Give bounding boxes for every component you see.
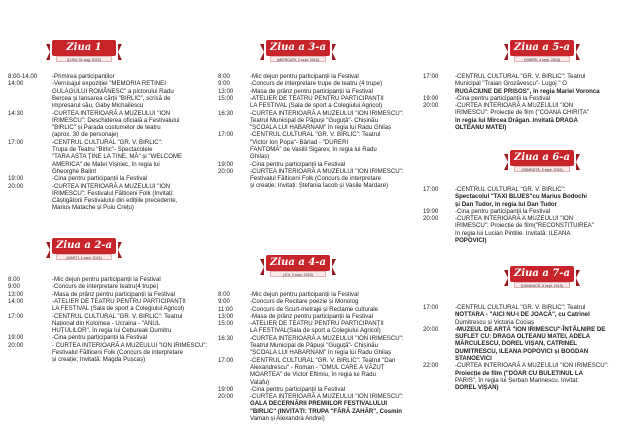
- event-description-line: Festivalul Fălticeni Folk (Concurs de interpretare: [250, 175, 382, 183]
- event-description-line: FANTOMĂ" de Vasilii Sigarev, în regia lui Radu: [250, 145, 377, 153]
- event-description-line: "BIRLIC" (INVITAȚI: TRUPA "FĂRĂ ZAHĂR", Cosmin: [250, 407, 402, 415]
- event-description-line: și Dan Tudor, în regia lui Dan Tudor: [455, 200, 558, 208]
- event-description-line: -Cina pentru participanții la Festival: [455, 94, 551, 102]
- event-description-line: Vatafu): [250, 378, 270, 386]
- event-description-line: "TARA ASTA ȚINE LA TINE, MĂ" și "WELCOME: [52, 153, 183, 161]
- event-time: 20:00: [218, 167, 234, 175]
- event-time: 17:00: [423, 73, 439, 80]
- event-time: 19:00: [423, 94, 439, 102]
- event-description-line: -Mic dejun pentru participanții la Festival: [52, 276, 161, 283]
- event-description-line: -Mic dejun pentru participanții la Festival: [250, 291, 359, 298]
- event-description-line: Câștigătorii Festivalului din edițiile precedente,: [52, 197, 178, 205]
- event-description-line: și creație; Invitați: Ștefania Iacob și Vasile Mardare): [250, 182, 389, 190]
- event-time: 20:00: [423, 215, 439, 223]
- event-description-line: -CENTRUL CULTURAL "GR. V. BIRLIC": Teatrul: [52, 312, 183, 320]
- event-description-line: -CURTEA INTERIOARĂ A MUZEULUI "ION IRIMESCU":: [250, 393, 404, 401]
- event-time: 8:00-14.00: [8, 73, 38, 80]
- event-description-line: POPOVICI): [455, 237, 487, 245]
- event-description-line: "Victor Ion Popa"- Bârlad - "DURERI: [250, 138, 349, 146]
- event-description-line: -ATELIER DE TEATRU PENTRU PARTICIPANȚII: [52, 297, 186, 305]
- event-time: 19:00: [218, 160, 234, 168]
- event-description-line: LA FESTIVAL(Sala de sport a Colegiului Agricol): [250, 327, 381, 335]
- event-time: 15:00: [218, 94, 234, 102]
- event-description-line: Teatrul Municipal de Păpuși "Guguță"- Chișinău: [250, 342, 378, 350]
- event-description-line: -MUZEUL DE ARTĂ "ION IRIMESCU"-ÎNTÂLNIRE DE: [455, 325, 606, 333]
- event-time: 20:00: [218, 393, 234, 401]
- event-time: 13:00: [218, 312, 234, 320]
- day-banner: [510, 150, 574, 172]
- event-description-line: -Masa de prânz pentru participanții la Festival: [250, 87, 373, 95]
- event-description-line: -Concurs de Scurt-metraje și Reclame culturale: [250, 305, 379, 313]
- day-title: Ziua a 5-a: [510, 40, 574, 56]
- event-description-line: -Vernisajul expoziției "MEMORIA RETINEI: [52, 80, 166, 88]
- day-title: Ziua a 6-a: [510, 150, 574, 166]
- event-description-line: -CENTRUL CULTURAL "GR. V. BIRLIC": Teatrul: [455, 304, 586, 311]
- day-date: (MIERCURI, 2 sept. 2015): [270, 56, 326, 62]
- event-description-line: -CENTRUL CULTURAL "GR. V. BIRLIC": Teatrul: [250, 131, 381, 139]
- event-time: 17:00: [218, 356, 234, 364]
- event-description-line: LA FESTIVAL (Sala de sport a Colegiului Agricol): [52, 305, 185, 313]
- event-description-line: -CURTEA INTERIOARĂ A MUZEULUI "ION IRIMESCU":: [250, 334, 404, 342]
- event-time: 20:00: [8, 182, 24, 190]
- event-description-line: Trupa de Teatru "Birlic"- Spectacolele: [52, 145, 153, 153]
- event-description-line: IRIMESCU": Proiecție de film("RECONSTITUIREA": [455, 222, 594, 230]
- event-description-line: STANOEVICI: [455, 355, 492, 363]
- event-description-line: NOTTARA - "AICI NU-I DE JOACĂ", cu Catrinel: [455, 311, 590, 319]
- day-title: Ziua a 4-a: [266, 255, 330, 271]
- event-time: 20:00: [423, 325, 439, 333]
- event-description-line: GALA DECERNĂRII PREMIILOR FESTIVALULUI: [250, 400, 388, 408]
- event-time: 17:00: [423, 304, 439, 311]
- event-description-line: în regia lui Mircea Drăgan. Invitată DRAGA: [455, 116, 578, 124]
- event-description-line: - CURTEA INTERIOARĂ A MUZEULUI "ION IRIMESCU":: [52, 341, 208, 349]
- event-description-line: Gheorghe Balint: [52, 167, 97, 175]
- event-description-line: RUGĂCIUNE DE PRISOS", în regia Mariei Voronca: [455, 87, 600, 95]
- event-description-line: -Primirea participanților: [52, 73, 115, 80]
- event-description-line: IRIMESCU": Festivalul Fălticeni Folk (Invitați:: [52, 189, 174, 197]
- event-description-line: -CURTEA INTERIOARĂ A MUZEULUI "ION: [455, 102, 574, 110]
- day-banner: [266, 40, 330, 62]
- event-time: 17:00: [8, 138, 24, 146]
- event-time: 19:00: [218, 385, 234, 393]
- event-description-line: AMERICA" de Matei Vișniec, în regia lui: [52, 160, 160, 168]
- event-description-line: -Cina pentru participanții la Festival: [250, 385, 346, 393]
- event-description-line: Alexandrescu" - Roman - "OMUL CARE A VĂZUT: [250, 363, 385, 371]
- event-time: 16:30: [218, 109, 234, 117]
- event-time: 13:00: [218, 87, 234, 95]
- day-banner: [266, 255, 330, 277]
- event-time: 8:00: [218, 73, 230, 80]
- event-time: 14:30: [8, 109, 24, 117]
- event-time: 14:00: [8, 80, 24, 88]
- event-description-line: OLTEANU MATEI): [455, 124, 507, 132]
- event-description-line: "ȘCOALA LUI HABARNAM" în regia lui Radu Ghilaș: [250, 124, 392, 132]
- event-description-line: GULAGULUI ROMÂNESC" a pictorului Radu: [52, 87, 174, 95]
- event-time: 17:00: [218, 131, 234, 139]
- event-time: 19:00: [8, 175, 24, 183]
- event-time: 9:00: [8, 283, 20, 291]
- day-date: (MARȚI, 1 sept. 2015): [56, 254, 112, 260]
- day-date: (SÂMBĂTĂ, 5 sept. 2015): [514, 166, 570, 172]
- event-description-line: MĂRCULESCU, DOREL VIȘAN, CATRINEL: [455, 340, 577, 348]
- day-title: Ziua a 2-a: [52, 238, 116, 254]
- event-description-line: HUȚULILOR", în regia lui Cebureak Dumitru: [52, 327, 172, 335]
- day-banner: [52, 238, 116, 260]
- event-description-line: Vaman și Alexandra Andrei): [250, 415, 325, 423]
- event-description-line: "BIRLIC" și Parada costumelor de teatru: [52, 124, 161, 132]
- event-description-line: Spectacolul "TAXI BLUES"cu Marius Bodochi: [455, 193, 587, 201]
- event-time: 13:00: [8, 290, 24, 298]
- event-description-line: -Cina pentru participanții la Festival: [455, 207, 551, 215]
- event-description-line: (aprox. 30 de personaje): [52, 131, 119, 139]
- day-date: (JOI, 3 sept. 2015): [270, 271, 326, 277]
- event-description-line: -Cina pentru participanții la Festival: [52, 175, 148, 183]
- day-banner: [510, 266, 574, 288]
- event-time: 22:00: [423, 362, 439, 370]
- day-banner: [52, 40, 116, 62]
- event-description-line: Național din Kolomea - Ucraina - "ANUL: [52, 319, 161, 327]
- event-description-line: IRIMESCU": Deschiderea oficială a Festivalului: [52, 116, 180, 124]
- event-description-line: -CENTRUL CULTURAL "GR. V. BIRLIC": Teatrul: [455, 73, 586, 80]
- event-time: 19:00: [423, 207, 439, 215]
- event-description-line: Festivalul Fălticeni Folk (Concurs de interpretare: [52, 348, 184, 356]
- day-title: Ziua a 7-a: [510, 266, 574, 282]
- event-description-line: -CURTEA INTERIOARĂ A MUZEULUI "ION: [52, 182, 171, 190]
- day-title: Ziua 1: [52, 40, 116, 56]
- event-time: 15:00: [218, 320, 234, 328]
- event-description-line: -CURTEA INTERIOARĂ A MUZEULUI "ION IRIMESCU":: [250, 109, 404, 117]
- day-date: (LUNI, 31 aug. 2015): [56, 56, 112, 62]
- event-time: 9:00: [218, 298, 230, 306]
- event-description-line: SUFLET CU: DRAGA OLTEANU MATEI, ADELA: [455, 333, 591, 341]
- event-description-line: MOARTEA" de Victor Eftimiu, în regia lui Radu: [250, 371, 376, 379]
- event-description-line: DUMITRESCU, ILEANA POPOVICI și BOGDAN: [455, 347, 589, 355]
- event-description-line: PARIS", în regia lui Șerban Marinescu. Invitat:: [455, 376, 579, 384]
- event-description-line: DOREL VIȘAN): [455, 384, 499, 392]
- event-description-line: -ATELIER DE TEATRU PENTRU PARTICIPANȚII: [250, 94, 384, 102]
- event-description-line: -CURTEA INTERIOARĂ A MUZEULUI "ION IRIMESCU":: [455, 362, 609, 370]
- event-time: 14:00: [8, 297, 24, 305]
- day-date: (DUMINICĂ, 6 sept. 2015): [514, 282, 570, 288]
- event-description-line: Bercea și lansarea cărții "BIRLIC", scrisă de: [52, 94, 171, 102]
- event-description-line: -Mic dejun pentru participanții la Festival: [250, 73, 359, 80]
- event-time: 17:00: [8, 312, 24, 320]
- event-time: 9:00: [218, 80, 230, 88]
- day-date: (VINERI, 4 sept. 2015): [514, 56, 570, 62]
- event-description-line: Teatrul Municipal de Păpuși "Guguță"- Chișinău: [250, 116, 378, 124]
- event-description-line: și creație; Invitată: Magda Pușcaș): [52, 356, 146, 364]
- day-title: Ziua a 3-a: [266, 40, 330, 56]
- event-time: 19:00: [8, 334, 24, 342]
- event-description-line: -CENTRUL CULTURAL "GR. V. BIRLIC":: [52, 138, 163, 146]
- event-description-line: -Masa de prânz pentru participanții la Festival: [52, 290, 175, 298]
- event-description-line: -Cina pentru participanții la Festival: [52, 334, 148, 342]
- event-description-line: LA FESTIVAL (Sala de sport a Colegiului Agricol): [250, 102, 383, 110]
- event-description-line: -CURTEA INTERIOARĂ A MUZEULUI "ION IRIMESCU":: [250, 167, 404, 175]
- event-description-line: "ȘCOALA LUI HABARNAM" în regia lui Radu Ghilaș: [250, 349, 392, 357]
- event-description-line: -Concurs de interpretare teatru(4 trupe): [52, 283, 159, 291]
- event-description-line: -CENTRUL CULTURAL "GR. V. BIRLIC":: [455, 186, 566, 193]
- event-description-line: -Masa de prânz pentru participanții la Festival: [250, 312, 373, 320]
- event-description-line: IRIMESCU": Proiecție de film ("COANA CHIRIȚA": [455, 109, 590, 117]
- event-time: 16:30: [218, 334, 234, 342]
- event-time: 20:00: [423, 102, 439, 110]
- event-description-line: -Concurs de interpretare trupe de teatru (4 trupe): [250, 80, 383, 88]
- event-time: 20:00: [8, 341, 24, 349]
- event-time: 17:00: [423, 186, 439, 193]
- day-banner: [510, 40, 574, 62]
- event-time: 8:00: [218, 291, 230, 298]
- event-description-line: -Cina pentru participanții la Festival: [250, 160, 346, 168]
- event-description-line: în regia lui Lucian Pintilie. Invitată: ILEANA: [455, 229, 571, 237]
- event-description-line: -CURTEA INTERIOARĂ A MUZEULUI "ION: [455, 215, 574, 223]
- event-description-line: -CURTEA INTERIOARĂ A MUZEULUI "ION: [52, 109, 171, 117]
- event-description-line: -Concurs de Recitare poezie și Monolog: [250, 298, 359, 306]
- event-description-line: Marius Matache și Puiu Crețu): [52, 204, 134, 212]
- event-time: 8:00: [8, 276, 20, 283]
- event-description-line: Dumitrescu și Victoria Cociaș: [455, 318, 535, 326]
- event-description-line: -CENTRUL CULTURAL "GR. V. BIRLIC": Teatrul "Dan: [250, 356, 396, 364]
- event-description-line: Proiecție de film ("DOAR CU BULETINUL LA: [455, 369, 584, 377]
- event-description-line: Municipal "Traian Grozăvescu"- Lugoj " O: [455, 80, 567, 88]
- event-description-line: impresarul său, Gaby Michailescu: [52, 102, 144, 110]
- event-description-line: Ghilaș): [250, 153, 270, 161]
- event-description-line: -ATELIER DE TEATRU PENTRU PARTICIPANȚII: [250, 320, 384, 328]
- event-time: 11:00: [218, 305, 233, 313]
